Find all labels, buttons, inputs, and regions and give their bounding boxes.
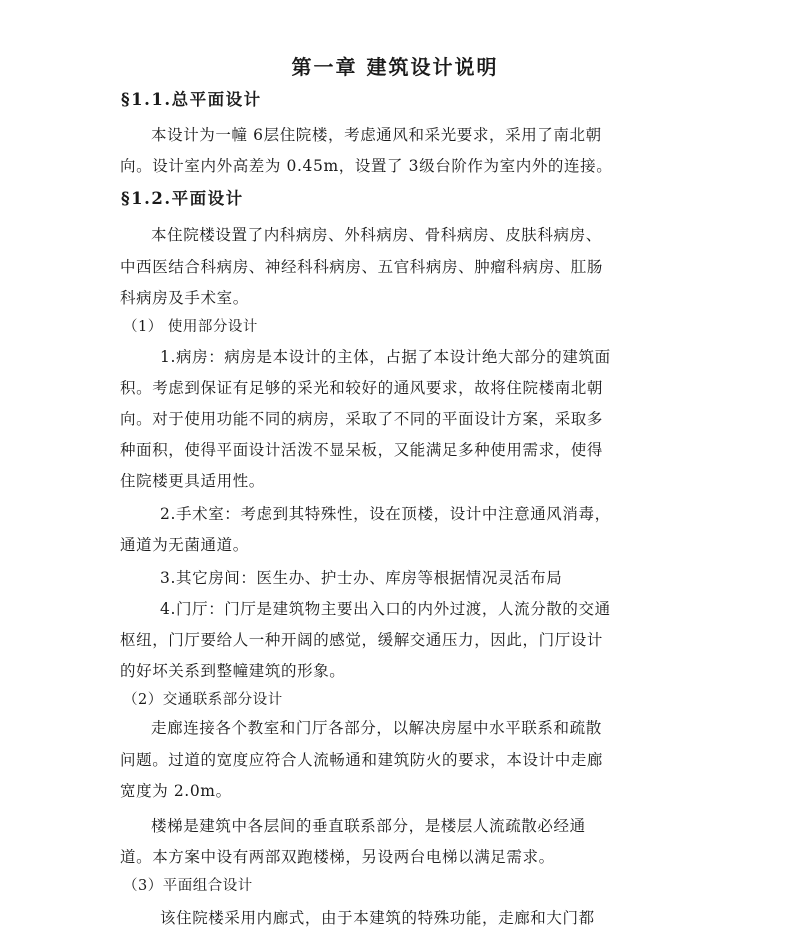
paragraph-line: 宽度为 2.0m。 xyxy=(120,782,232,800)
paragraph-line: 本住院楼设置了内科病房、外科病房、骨科病房、皮肤科病房、 xyxy=(151,226,602,244)
paragraph-line: 本设计为一幢 6层住院楼，考虑通风和采光要求，采用了南北朝 xyxy=(151,126,602,144)
paragraph-line: 种面积，使得平面设计活泼不显呆板，又能满足多种使用需求，使得 xyxy=(120,441,604,459)
subsection-heading-composition: （3）平面组合设计 xyxy=(123,878,253,894)
chapter-title: 第一章 建筑设计说明 xyxy=(291,55,499,79)
paragraph-line: 该住院楼采用内廊式，由于本建筑的特殊功能，走廊和大门都 xyxy=(160,909,595,927)
paragraph-line: 住院楼更具适用性。 xyxy=(120,472,265,490)
paragraph-line: 楼梯是建筑中各层间的垂直联系部分，是楼层人流疏散必经通 xyxy=(151,817,586,835)
paragraph-line: 2.手术室：考虑到其特殊性，设在顶楼，设计中注意通风消毒， xyxy=(160,505,611,523)
section-heading-floor-plan: §1.2.平面设计 xyxy=(121,189,244,208)
paragraph-line: 问题。过道的宽度应符合人流畅通和建筑防火的要求，本设计中走廊 xyxy=(120,751,604,769)
paragraph-line: 枢纽，门厅要给人一种开阔的感觉，缓解交通压力，因此，门厅设计 xyxy=(120,631,604,649)
paragraph-line: 走廊连接各个教室和门厅各部分，以解决房屋中水平联系和疏散 xyxy=(151,719,602,737)
paragraph-line: 积。考虑到保证有足够的采光和较好的通风要求，故将住院楼南北朝 xyxy=(120,379,604,397)
subsection-heading-circulation: （2）交通联系部分设计 xyxy=(123,692,283,708)
paragraph-line: 向。对于使用功能不同的病房，采取了不同的平面设计方案，采取多 xyxy=(120,410,604,428)
paragraph-line: 3.其它房间：医生办、护士办、库房等根据情况灵活布局 xyxy=(160,569,563,587)
paragraph-line: 的好坏关系到整幢建筑的形象。 xyxy=(120,662,346,680)
paragraph-line: 道。本方案中设有两部双跑楼梯，另设两台电梯以满足需求。 xyxy=(120,848,555,866)
paragraph-line: 4.门厅：门厅是建筑物主要出入口的内外过渡，人流分散的交通 xyxy=(160,600,611,618)
paragraph-line: 中西医结合科病房、神经科科病房、五官科病房、肿瘤科病房、肛肠 xyxy=(120,258,604,276)
paragraph-line: 1.病房：病房是本设计的主体，占据了本设计绝大部分的建筑面 xyxy=(160,348,611,366)
paragraph-line: 科病房及手术室。 xyxy=(120,289,249,307)
subsection-heading-usage: （1） 使用部分设计 xyxy=(123,319,258,335)
paragraph-line: 向。设计室内外高差为 0.45m，设置了 3级台阶作为室内外的连接。 xyxy=(120,157,613,175)
section-heading-site-plan: §1.1.总平面设计 xyxy=(121,90,262,109)
paragraph-line: 通道为无菌通道。 xyxy=(120,536,249,554)
